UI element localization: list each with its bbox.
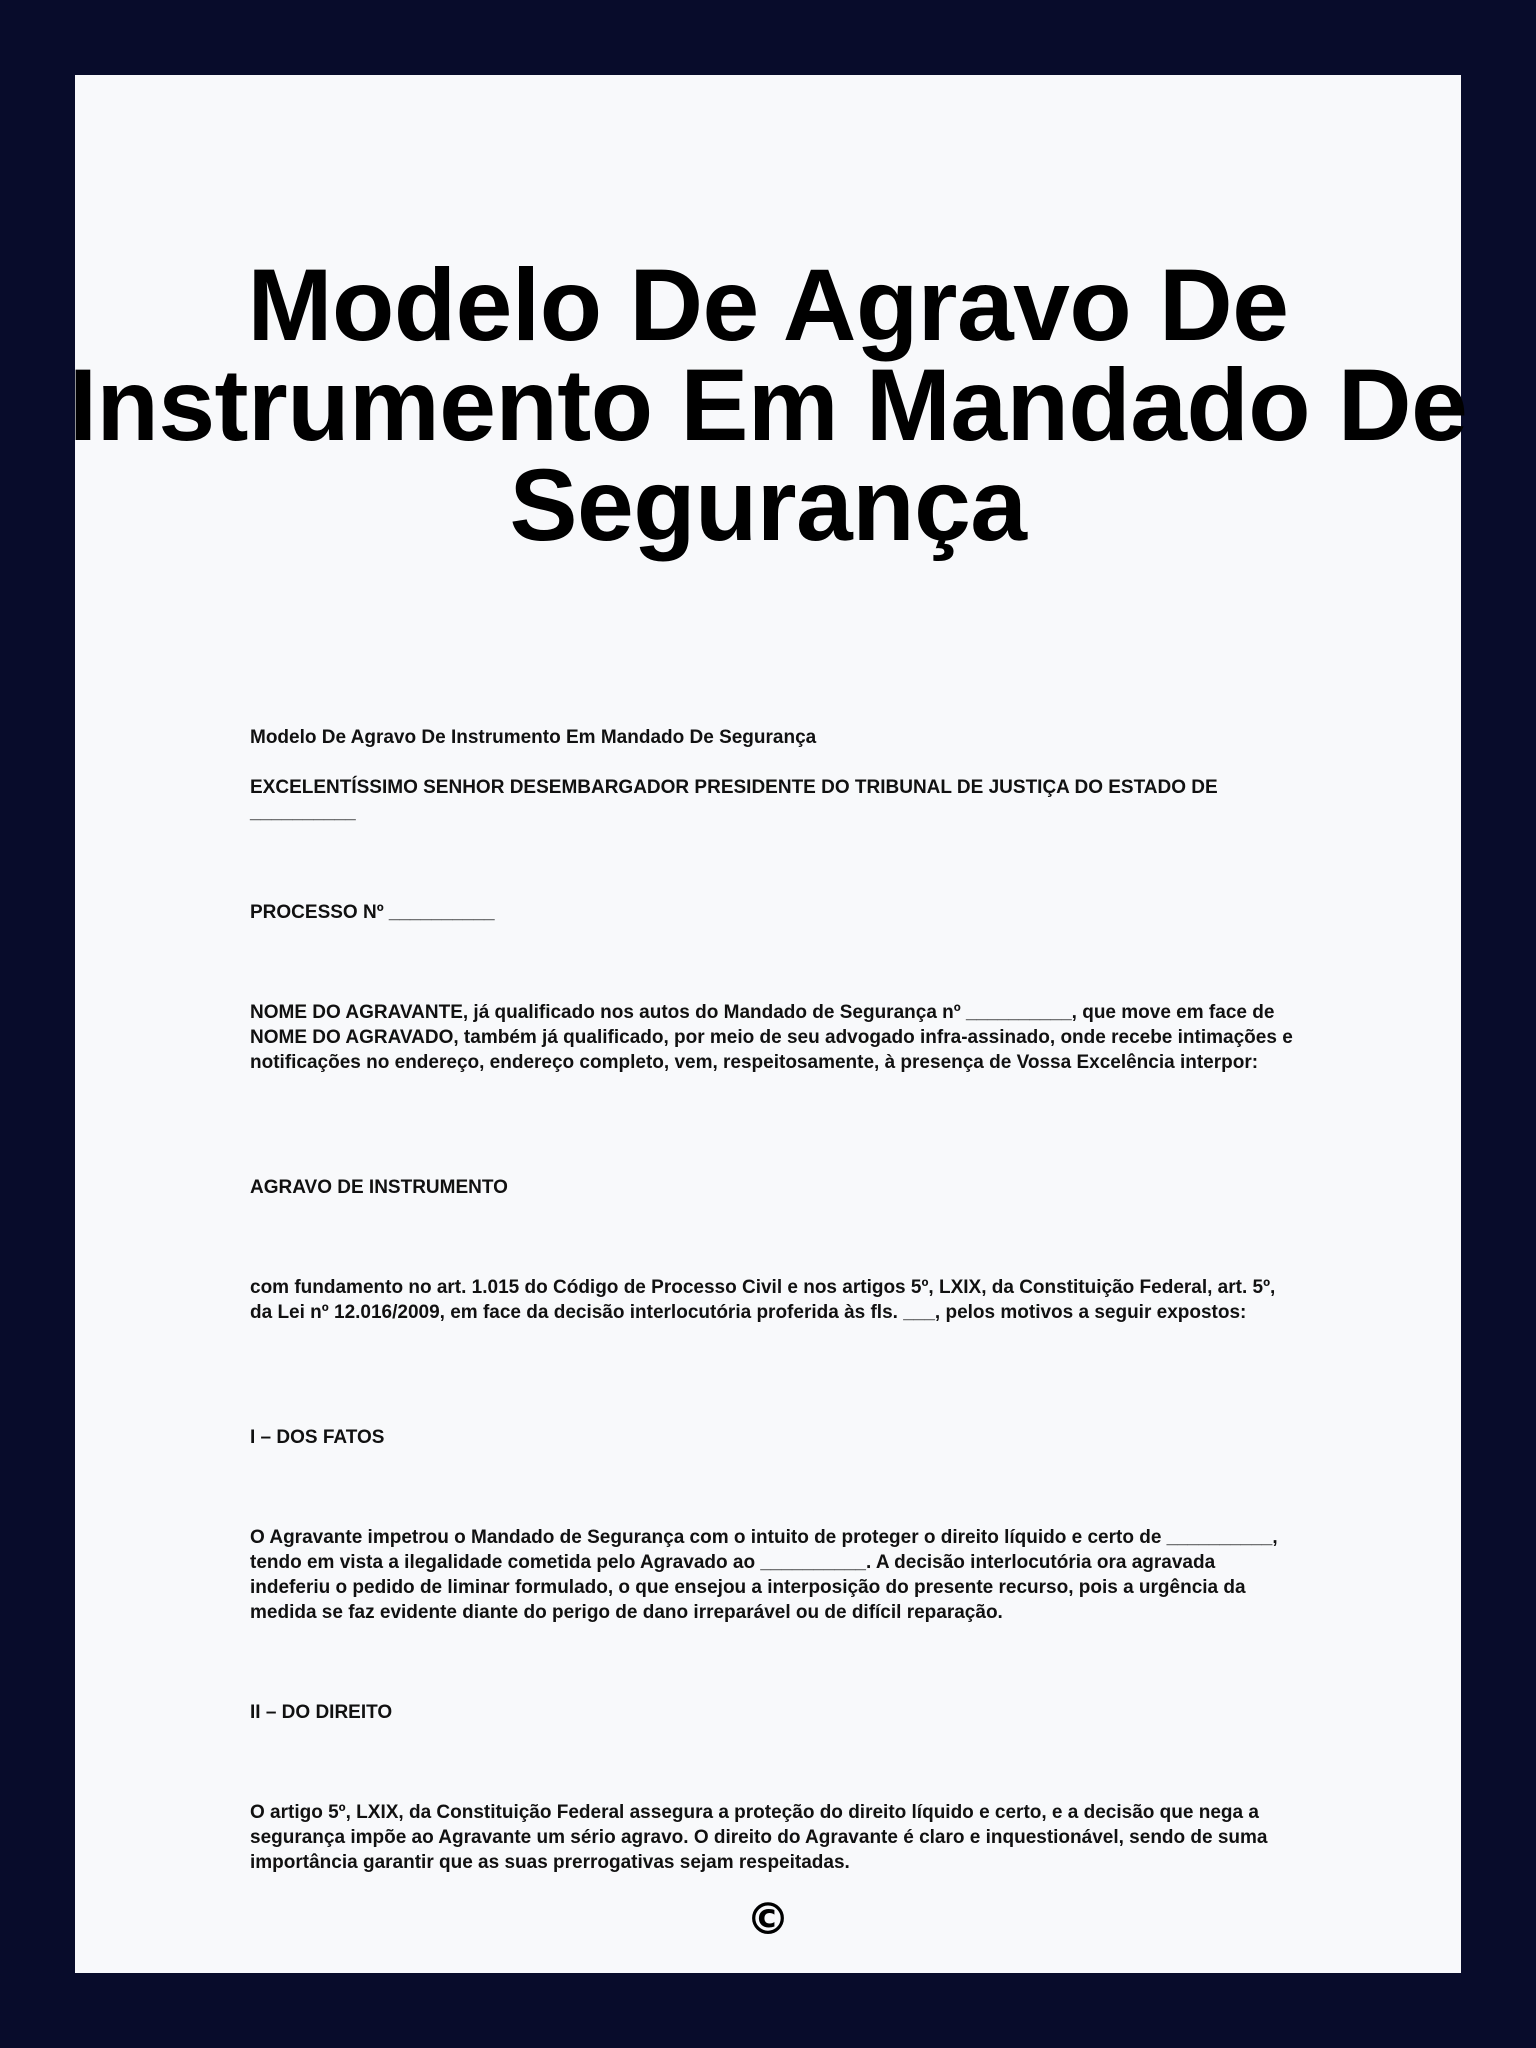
heading-direito: II – DO DIREITO xyxy=(250,1702,393,1723)
fundamento-paragraph: com fundamento no art. 1.015 do Código de Processo Civil e nos artigos 5º, LXIX, da Constituição Federal, art. 5º, da Lei nº 12.016/2009, em face da decisão interlocutória proferida às fls. ___, pelos motivos a seguir expostos: xyxy=(250,1277,1276,1323)
copyright-icon: © xyxy=(746,1894,790,1945)
heading-fatos: I – DOS FATOS xyxy=(250,1427,385,1448)
document-subtitle: Modelo De Agravo De Instrumento Em Mandado De Segurança xyxy=(250,727,817,748)
addressee-paragraph: EXCELENTÍSSIMO SENHOR DESEMBARGADOR PRESIDENTE DO TRIBUNAL DE JUSTIÇA DO ESTADO DE __________ xyxy=(250,777,1218,823)
parties-paragraph: NOME DO AGRAVANTE, já qualificado nos autos do Mandado de Segurança nº __________, que move em face de NOME DO AGRAVADO, também já qualificado, por meio de seu advogado infra-assinado, onde recebe intimações e notificações no endereço, endereço completo, vem, respeitosamente, à presença de Vossa Excelência interpor: xyxy=(250,1002,1293,1073)
direito-paragraph: O artigo 5º, LXIX, da Constituição Federal assegura a proteção do direito líquido e certo, e a decisão que nega a segurança impõe ao Agravante um sério agravo. O direito do Agravante é claro e inquestionável, sendo de suma importância garantir que as suas prerrogativas sejam respeitadas. xyxy=(250,1802,1268,1873)
heading-agravo: AGRAVO DE INSTRUMENTO xyxy=(250,1177,508,1198)
fatos-paragraph: O Agravante impetrou o Mandado de Segurança com o intuito de proteger o direito líquido e certo de __________, tendo em vista a ilegalidade cometida pelo Agravado ao __________. A decisão interlocutória ora agravada indeferiu o pedido de liminar formulado, o que ensejou a interposição do presente recurso, pois a urgência da medida se faz evidente diante do perigo de dano irreparável ou de difícil reparação. xyxy=(250,1527,1278,1623)
document-title: Modelo De Agravo De Instrumento Em Mandado De Segurança xyxy=(68,248,1468,562)
process-number-paragraph: PROCESSO Nº __________ xyxy=(250,902,495,923)
document-page xyxy=(68,75,1468,1973)
